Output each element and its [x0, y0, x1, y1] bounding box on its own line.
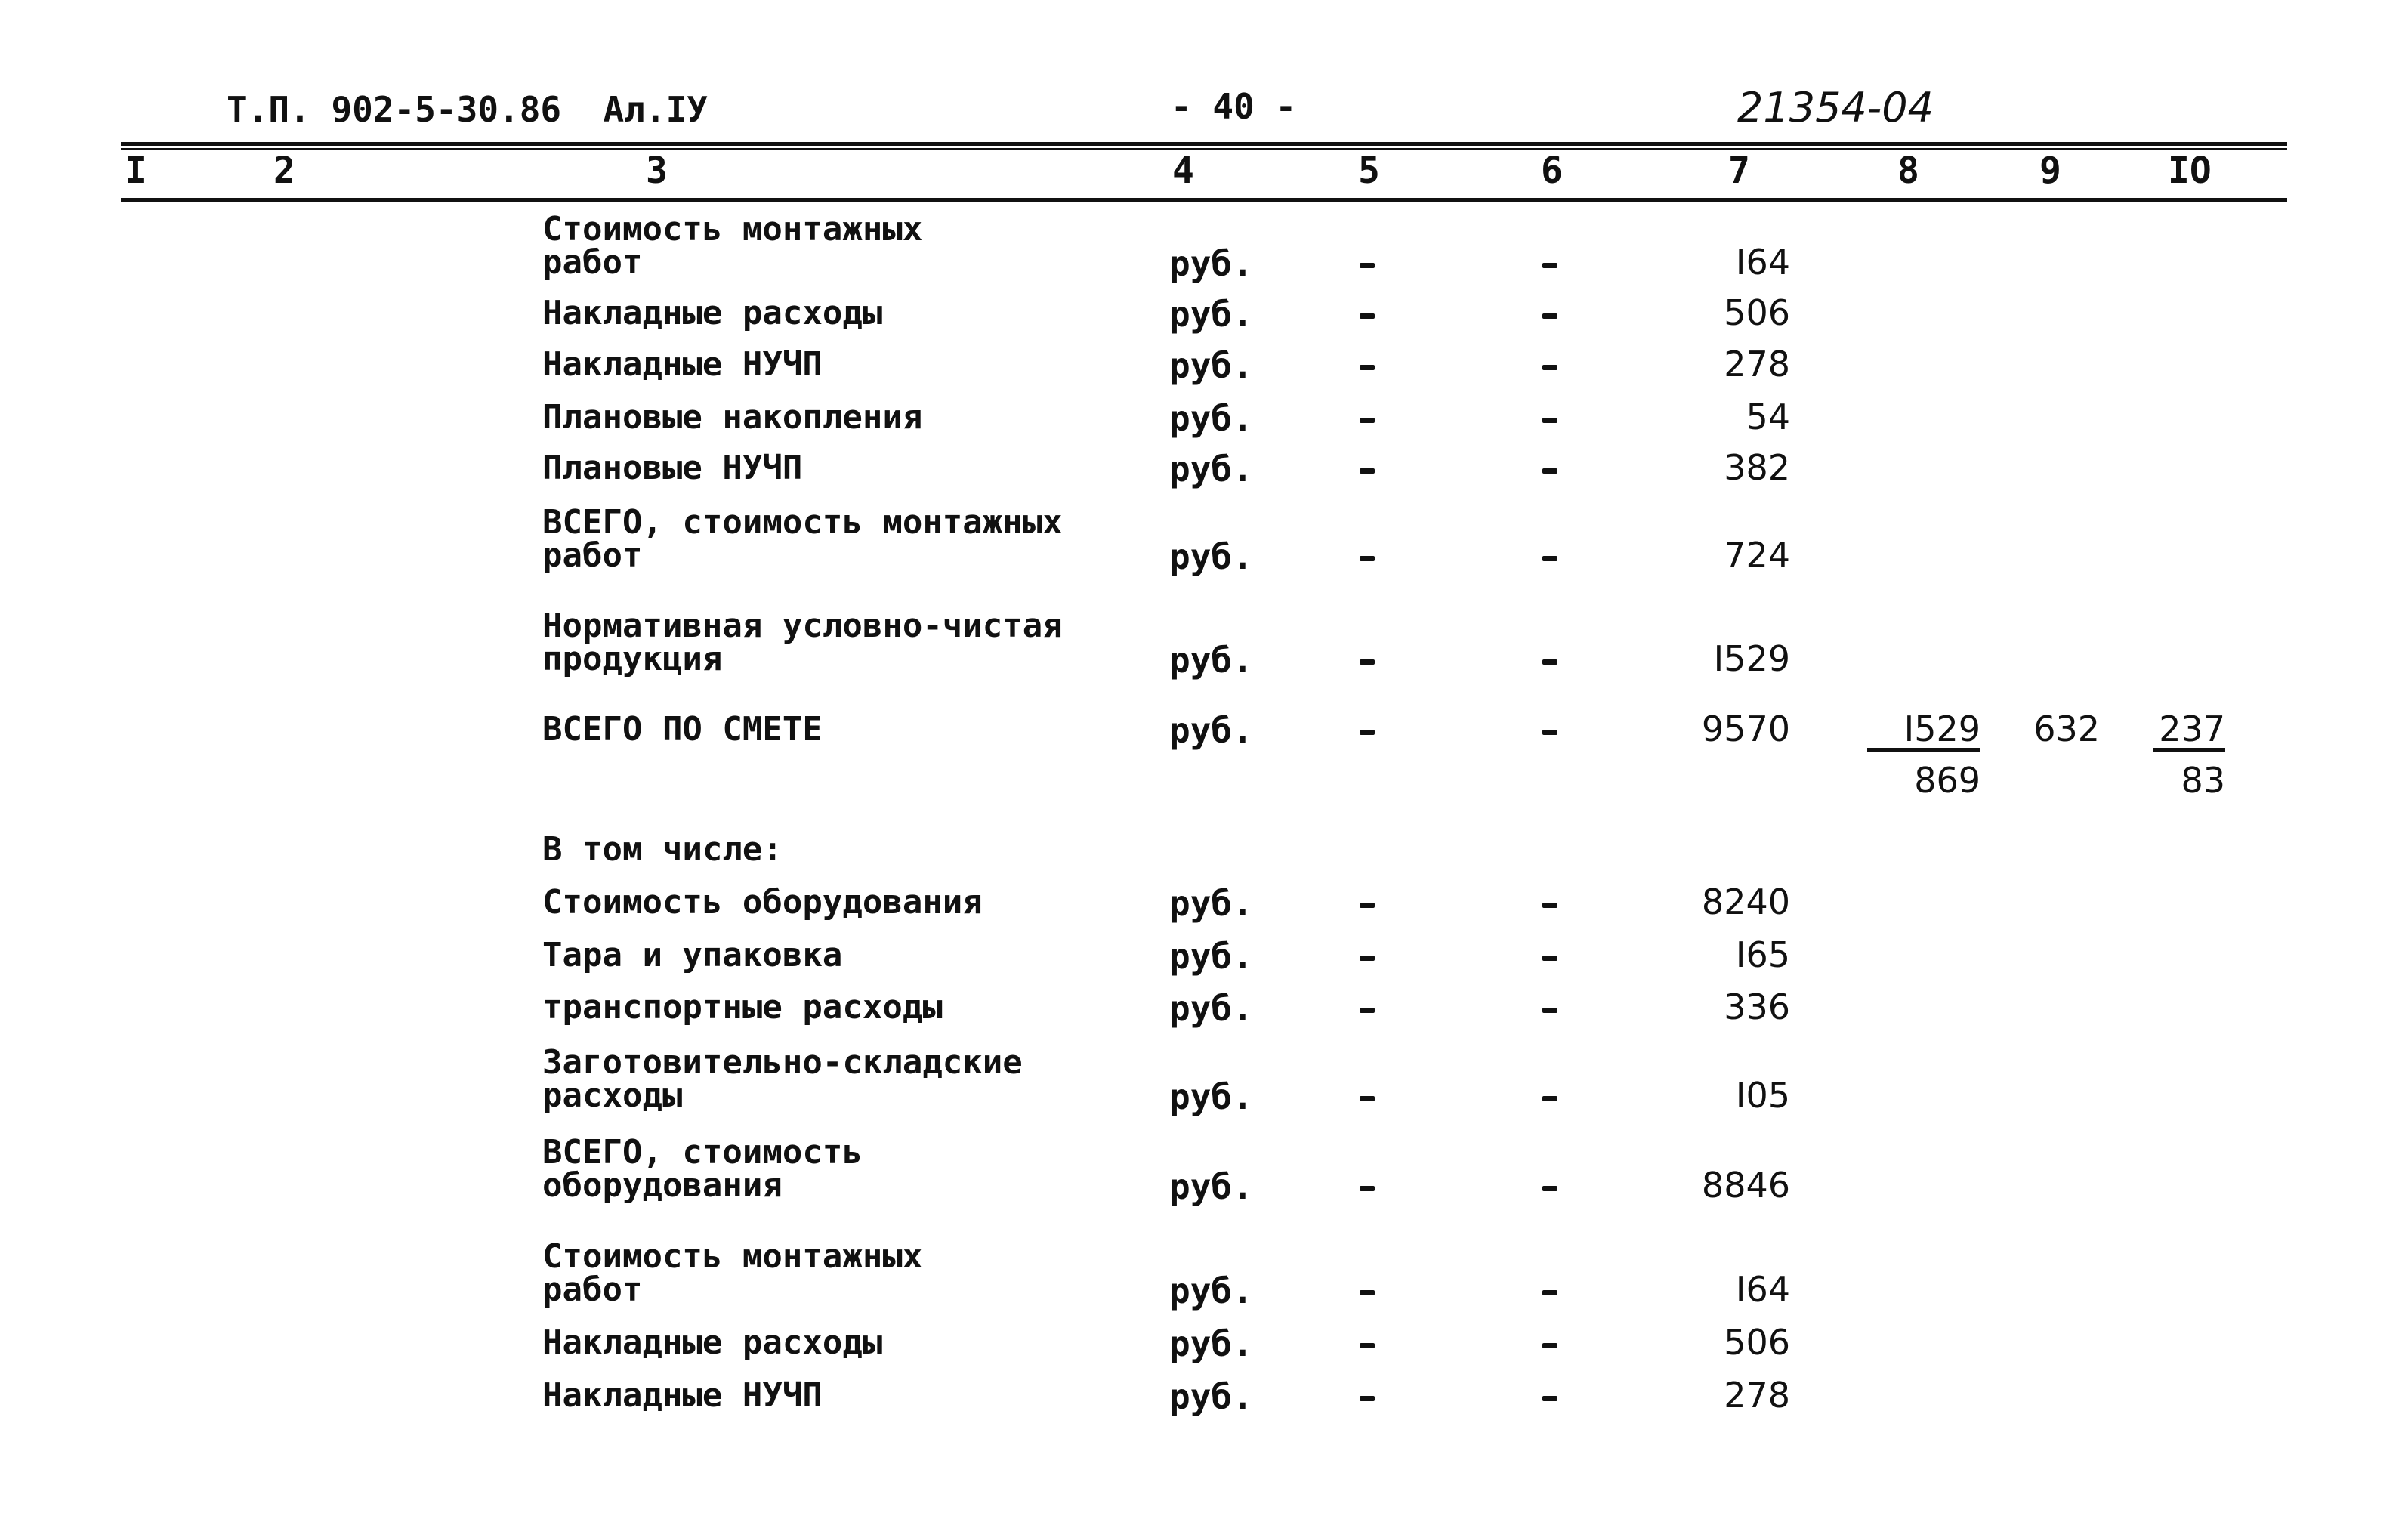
- dash-mark-col6: [1542, 468, 1557, 474]
- item-name: В том числе:: [542, 830, 783, 869]
- column-number-4: 4: [1172, 150, 1194, 192]
- unit-cell: руб.: [1169, 345, 1253, 386]
- item-name: транспортные расходы: [542, 988, 943, 1027]
- item-name: Нормативная условно-чистая продукция: [542, 607, 1063, 678]
- item-name: Стоимость оборудования: [542, 883, 983, 922]
- dash-mark-col5: [1360, 468, 1375, 474]
- item-name: Плановые НУЧП: [542, 449, 803, 487]
- amount-col10-denominator: 83: [2181, 760, 2225, 801]
- amount-col7: 278: [1724, 344, 1790, 384]
- unit-cell: руб.: [1169, 449, 1253, 489]
- doc-reference: Т.П. 902-5-30.86 Ал.IУ: [227, 89, 708, 130]
- item-name: Накладные расходы: [542, 1323, 883, 1362]
- amount-col7: 382: [1724, 447, 1790, 488]
- amount-col7: 8846: [1701, 1165, 1790, 1206]
- item-name: ВСЕГО, стоимость оборудования: [542, 1133, 863, 1205]
- dash-mark-col6: [1542, 1290, 1557, 1295]
- unit-cell: руб.: [1169, 243, 1253, 284]
- unit-cell: руб.: [1169, 988, 1253, 1029]
- dash-mark-col5: [1360, 556, 1375, 561]
- amount-col10-numerator: 237: [2153, 712, 2225, 752]
- unit-cell: руб.: [1169, 640, 1253, 681]
- dash-mark-col5: [1360, 365, 1375, 370]
- unit-cell: руб.: [1169, 1271, 1253, 1311]
- unit-cell: руб.: [1169, 710, 1253, 751]
- unit-cell: руб.: [1169, 1323, 1253, 1364]
- unit-cell: руб.: [1169, 936, 1253, 977]
- amount-col7: 9570: [1701, 709, 1790, 749]
- dash-mark-col5: [1360, 956, 1375, 961]
- dash-mark-col6: [1542, 556, 1557, 561]
- column-number-6: 6: [1541, 150, 1563, 192]
- unit-cell: руб.: [1169, 536, 1253, 577]
- amount-col7: 8240: [1701, 882, 1790, 922]
- dash-mark-col5: [1360, 418, 1375, 423]
- item-name: Стоимость монтажных работ: [542, 1237, 923, 1309]
- column-number-1: I: [125, 150, 147, 192]
- dash-mark-col5: [1360, 313, 1375, 319]
- dash-mark-col6: [1542, 1343, 1557, 1348]
- sheet-code: 21354-04: [1737, 84, 1934, 131]
- dash-mark-col5: [1360, 730, 1375, 735]
- amount-col7: I64: [1735, 242, 1790, 283]
- unit-cell: руб.: [1169, 398, 1253, 439]
- page-number: - 40 -: [1171, 86, 1297, 127]
- table-top-rule: [121, 142, 2287, 146]
- column-number-3: 3: [646, 150, 668, 192]
- amount-col7: I529: [1713, 638, 1790, 679]
- dash-mark-col5: [1360, 1343, 1375, 1348]
- amount-col7: I65: [1735, 934, 1790, 975]
- unit-cell: руб.: [1169, 883, 1253, 924]
- item-name: ВСЕГО, стоимость монтажных работ: [542, 503, 1063, 575]
- dash-mark-col5: [1360, 263, 1375, 268]
- dash-mark-col5: [1360, 1008, 1375, 1013]
- item-name: Накладные НУЧП: [542, 345, 823, 384]
- amount-col8-numerator: I529: [1867, 712, 1980, 752]
- dash-mark-col6: [1542, 956, 1557, 961]
- dash-mark-col6: [1542, 1008, 1557, 1013]
- amount-col7: 278: [1724, 1375, 1790, 1416]
- amount-col7: I64: [1735, 1269, 1790, 1310]
- column-number-10: IO: [2168, 150, 2212, 192]
- item-name: Плановые накопления: [542, 398, 923, 437]
- dash-mark-col5: [1360, 1396, 1375, 1401]
- dash-mark-col5: [1360, 1186, 1375, 1191]
- column-number-9: 9: [2039, 150, 2061, 192]
- unit-cell: руб.: [1169, 1376, 1253, 1417]
- item-name: Стоимость монтажных работ: [542, 210, 923, 282]
- dash-mark-col6: [1542, 730, 1557, 735]
- amount-col7: 336: [1724, 986, 1790, 1027]
- amount-col8-denominator: 869: [1914, 760, 1980, 801]
- item-name: ВСЕГО ПО СМЕТЕ: [542, 710, 823, 749]
- amount-col7: 506: [1724, 1322, 1790, 1363]
- amount-col7: 724: [1724, 535, 1790, 576]
- column-number-5: 5: [1358, 150, 1380, 192]
- table-top-rule-thin: [121, 148, 2287, 150]
- dash-mark-col6: [1542, 418, 1557, 423]
- unit-cell: руб.: [1169, 294, 1253, 335]
- dash-mark-col5: [1360, 1290, 1375, 1295]
- dash-mark-col5: [1360, 1096, 1375, 1101]
- dash-mark-col6: [1542, 263, 1557, 268]
- dash-mark-col6: [1542, 659, 1557, 665]
- item-name: Накладные НУЧП: [542, 1376, 823, 1415]
- column-number-2: 2: [273, 150, 295, 192]
- unit-cell: руб.: [1169, 1076, 1253, 1117]
- item-name: Тара и упаковка: [542, 936, 843, 974]
- amount-col9: 632: [2033, 709, 2100, 749]
- amount-col7: 54: [1746, 397, 1790, 437]
- dash-mark-col6: [1542, 1396, 1557, 1401]
- dash-mark-col5: [1360, 903, 1375, 908]
- unit-cell: руб.: [1169, 1166, 1253, 1207]
- dash-mark-col6: [1542, 313, 1557, 319]
- column-header-rule: [121, 198, 2287, 202]
- item-name: Заготовительно-складские расходы: [542, 1043, 1023, 1115]
- dash-mark-col6: [1542, 1186, 1557, 1191]
- dash-mark-col6: [1542, 903, 1557, 908]
- dash-mark-col6: [1542, 1096, 1557, 1101]
- column-number-7: 7: [1728, 150, 1750, 192]
- amount-col7: I05: [1735, 1075, 1790, 1116]
- amount-col7: 506: [1724, 292, 1790, 333]
- dash-mark-col6: [1542, 365, 1557, 370]
- column-number-8: 8: [1897, 150, 1919, 192]
- item-name: Накладные расходы: [542, 294, 883, 332]
- dash-mark-col5: [1360, 659, 1375, 665]
